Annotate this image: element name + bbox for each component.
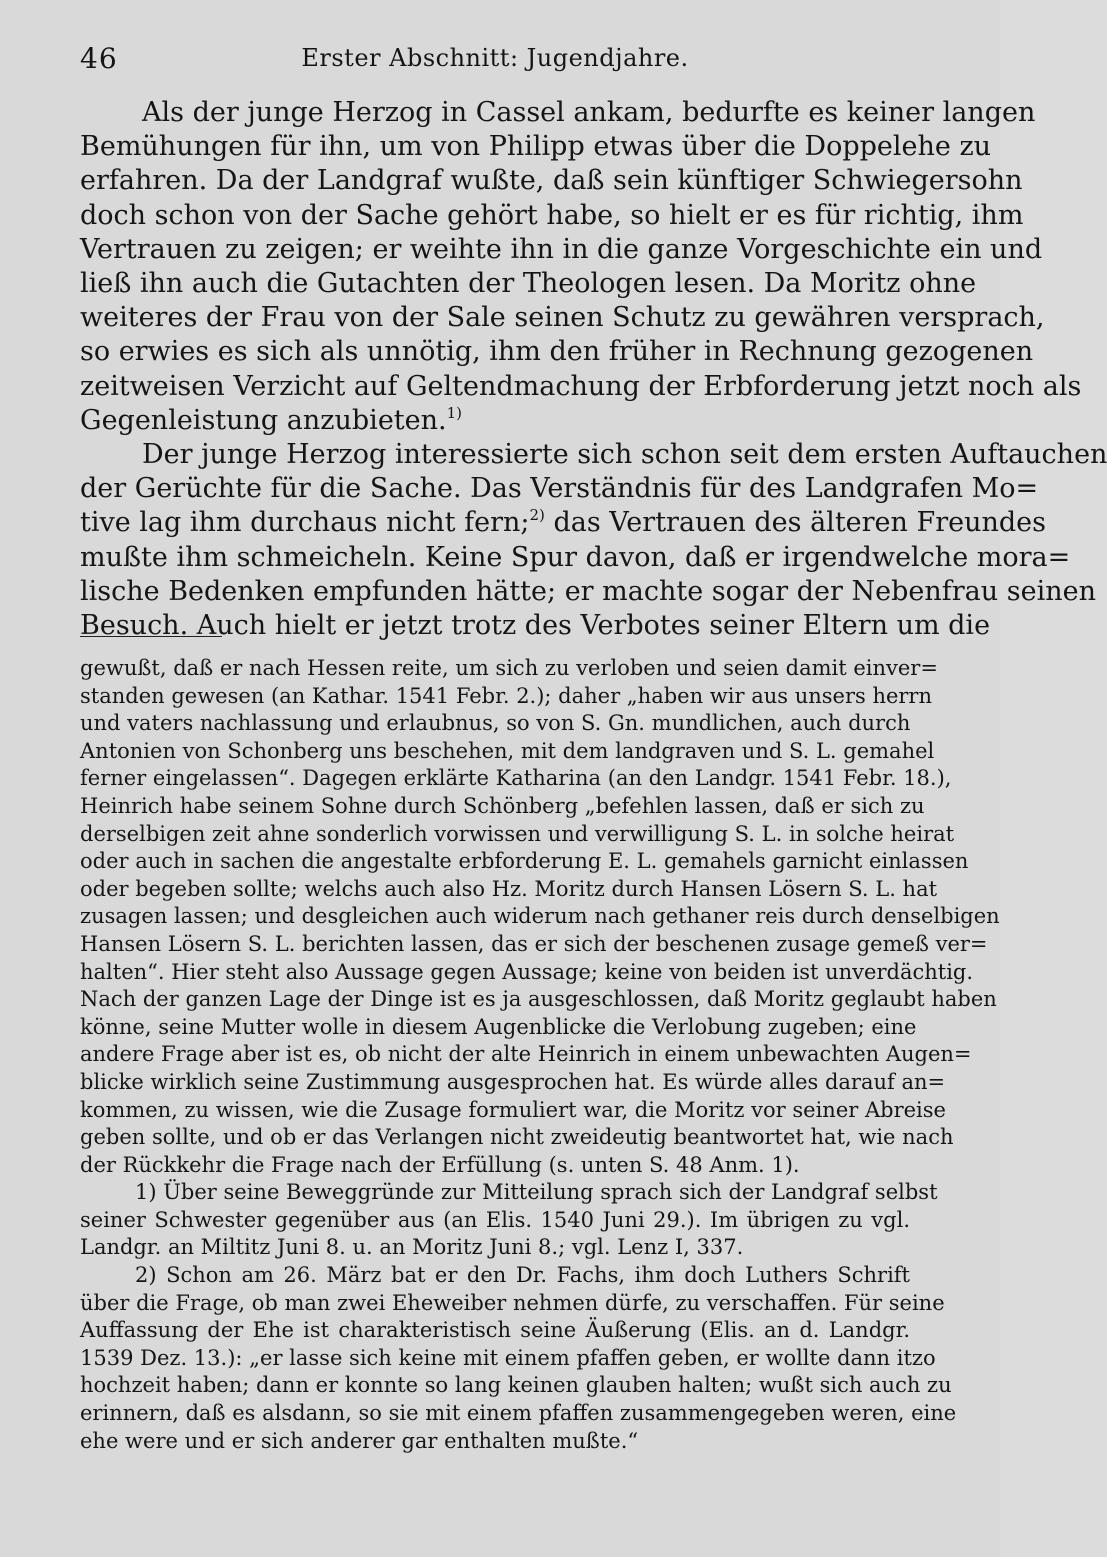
note-line: gewußt, daß er nach Hessen reite, um sich zu verloben und seien damit einver= <box>80 656 938 680</box>
note-line: Antonien von Schonberg uns beschehen, mit dem landgraven und S. L. gemahel <box>80 738 935 763</box>
note-line: geben sollte, und ob er das Verlangen nicht zweideutig beantwortet hat, wie nach <box>80 1125 954 1150</box>
note-line: 1) Über seine Beweggründe zur Mitteilung sprach sich der Landgraf selbst <box>135 1180 938 1205</box>
note-line: andere Frage aber ist es, ob nicht der alte Heinrich in einem unbewachten Augen= <box>80 1042 972 1067</box>
text-line: Als der junge Herzog in Cassel ankam, bedurfte es keiner langen <box>142 97 1036 128</box>
main-text <box>80 96 1107 643</box>
text-line-content: Gegenleistung anzubieten. <box>80 404 447 436</box>
note-line: kommen, zu wissen, wie die Zusage formuliert war, die Moritz vor seiner Abreise <box>80 1097 946 1122</box>
note-line: und vaters nachlassung und erlaubnus, so von S. Gn. mundlichen, auch durch <box>80 711 911 736</box>
footnote-ref-1: 1) <box>446 403 463 422</box>
footnote-2 <box>80 1262 957 1455</box>
text-line: so erwies es sich als unnötig, ihm den früher in Rechnung gezogenen <box>80 336 1034 368</box>
footnote-1 <box>80 1179 938 1262</box>
text-line <box>80 404 910 438</box>
note-line: 2) Schon am 26. März bat er den Dr. Fachs, ihm doch Luthers Schrift <box>135 1263 910 1288</box>
text-line-content: das Vertrauen des älteren Freundes <box>553 507 1047 539</box>
note-line: hochzeit haben; dann er konnte so lang keinen glauben halten; wußt sich auch zu <box>80 1373 952 1398</box>
note-line: Nach der ganzen Lage der Dinge ist es ja ausgeschlossen, daß Moritz geglaubt haben <box>80 987 997 1012</box>
text-line: lische Bedenken empfunden hätte; er machte sogar der Nebenfrau seinen <box>80 575 1096 607</box>
text-line: Besuch. Auch hielt er jetzt trotz des Verbotes seiner Eltern um die <box>80 610 991 642</box>
note-line: blicke wirklich seine Zustimmung ausgesprochen hat. Es würde alles darauf an= <box>80 1069 946 1094</box>
text-line: Bemühungen für ihn, um von Philipp etwas über die Doppelehe zu <box>80 131 992 163</box>
text-line: zeitweisen Verzicht auf Geltendmachung der Erbforderung jetzt noch als <box>80 370 1082 402</box>
note-line: der Rückkehr die Frage nach der Erfüllung (s. unten S. 48 Anm. 1). <box>80 1152 800 1177</box>
note-line: standen gewesen (an Kathar. 1541 Febr. 2.); daher „haben wir aus unsers herrn <box>80 683 932 708</box>
note-line: ferner eingelassen“. Dagegen erklärte Katharina (an den Landgr. 1541 Febr. 18.), <box>80 766 952 791</box>
text-line: der Gerüchte für die Sache. Das Verständnis für des Landgrafen Mo= <box>80 473 1039 505</box>
page-header <box>80 42 910 82</box>
note-line: 1539 Dez. 13.): „er lasse sich keine mit einem pfaffen geben, er wollte dann itzo <box>80 1345 936 1370</box>
text-line <box>80 506 1047 540</box>
footnote-separator <box>80 636 222 637</box>
note-line: oder begeben sollte; welchs auch also Hz. Moritz durch Hansen Lösern S. L. hat <box>80 876 938 901</box>
note-line: derselbigen zeit ahne sonderlich vorwissen und verwilligung S. L. in solche heirat <box>80 821 955 846</box>
text-line: mußte ihm schmeicheln. Keine Spur davon, daß er irgendwelche mora= <box>80 541 1071 573</box>
running-head: Erster Abschnitt: Jugendjahre. <box>301 44 689 72</box>
note-line: erinnern, daß es alsdann, so sie mit einem pfaffen zusammengegeben weren, eine <box>80 1401 957 1426</box>
note-line: über die Frage, ob man zwei Eheweiber nehmen dürfe, zu verschaffen. Für seine <box>80 1290 945 1315</box>
note-line: Landgr. an Miltitz Juni 8. u. an Moritz Juni 8.; vgl. Lenz I, 337. <box>80 1235 744 1260</box>
note-line: halten“. Hier steht also Aussage gegen Aussage; keine von beiden ist unverdächtig. <box>80 959 974 984</box>
note-line: könne, seine Mutter wolle in diesem Augenblicke die Verlobung zugeben; eine <box>80 1014 917 1039</box>
paragraph-2 <box>80 438 1107 643</box>
text-line: doch schon von der Sache gehört habe, so hielt er es für richtig, ihm <box>80 199 1024 231</box>
footnote-continued <box>80 655 1000 1179</box>
text-line: Der junge Herzog interessierte sich schon seit dem ersten Auftauchen <box>142 439 1107 471</box>
note-line: seiner Schwester gegenüber aus (an Elis. 1540 Juni 29.). Im übrigen zu vgl. <box>80 1207 910 1232</box>
note-line: Auffassung der Ehe ist charakteristisch seine Äußerung (Elis. an d. Landgr. <box>80 1318 910 1343</box>
text-line: erfahren. Da der Landgraf wußte, daß sein künftiger Schwiegersohn <box>80 165 1023 197</box>
page-number: 46 <box>80 42 118 75</box>
footnotes <box>80 655 1000 1455</box>
note-line: zusagen lassen; und desgleichen auch widerum nach gethaner reis durch denselbigen <box>80 904 1000 929</box>
paragraph-1 <box>80 96 1082 438</box>
text-line: ließ ihn auch die Gutachten der Theologen lesen. Da Moritz ohne <box>80 268 977 300</box>
text-line: Vertrauen zu zeigen; er weihte ihn in die ganze Vorgeschichte ein und <box>80 233 1043 265</box>
note-line: oder auch in sachen die angestalte erbforderung E. L. gemahels garnicht einlassen <box>80 849 969 874</box>
text-line: weiteres der Frau von der Sale seinen Schutz zu gewähren versprach, <box>80 302 1045 334</box>
note-line: Heinrich habe seinem Sohne durch Schönberg „befehlen lassen, daß er sich zu <box>80 793 925 818</box>
text-line-content: tive lag ihm durchaus nicht fern; <box>80 507 530 539</box>
note-line: Hansen Lösern S. L. berichten lassen, das er sich der beschenen zusage gemeß ver= <box>80 931 988 956</box>
note-line: ehe were und er sich anderer gar enthalten mußte.“ <box>80 1428 639 1453</box>
footnote-ref-2: 2) <box>529 506 545 525</box>
